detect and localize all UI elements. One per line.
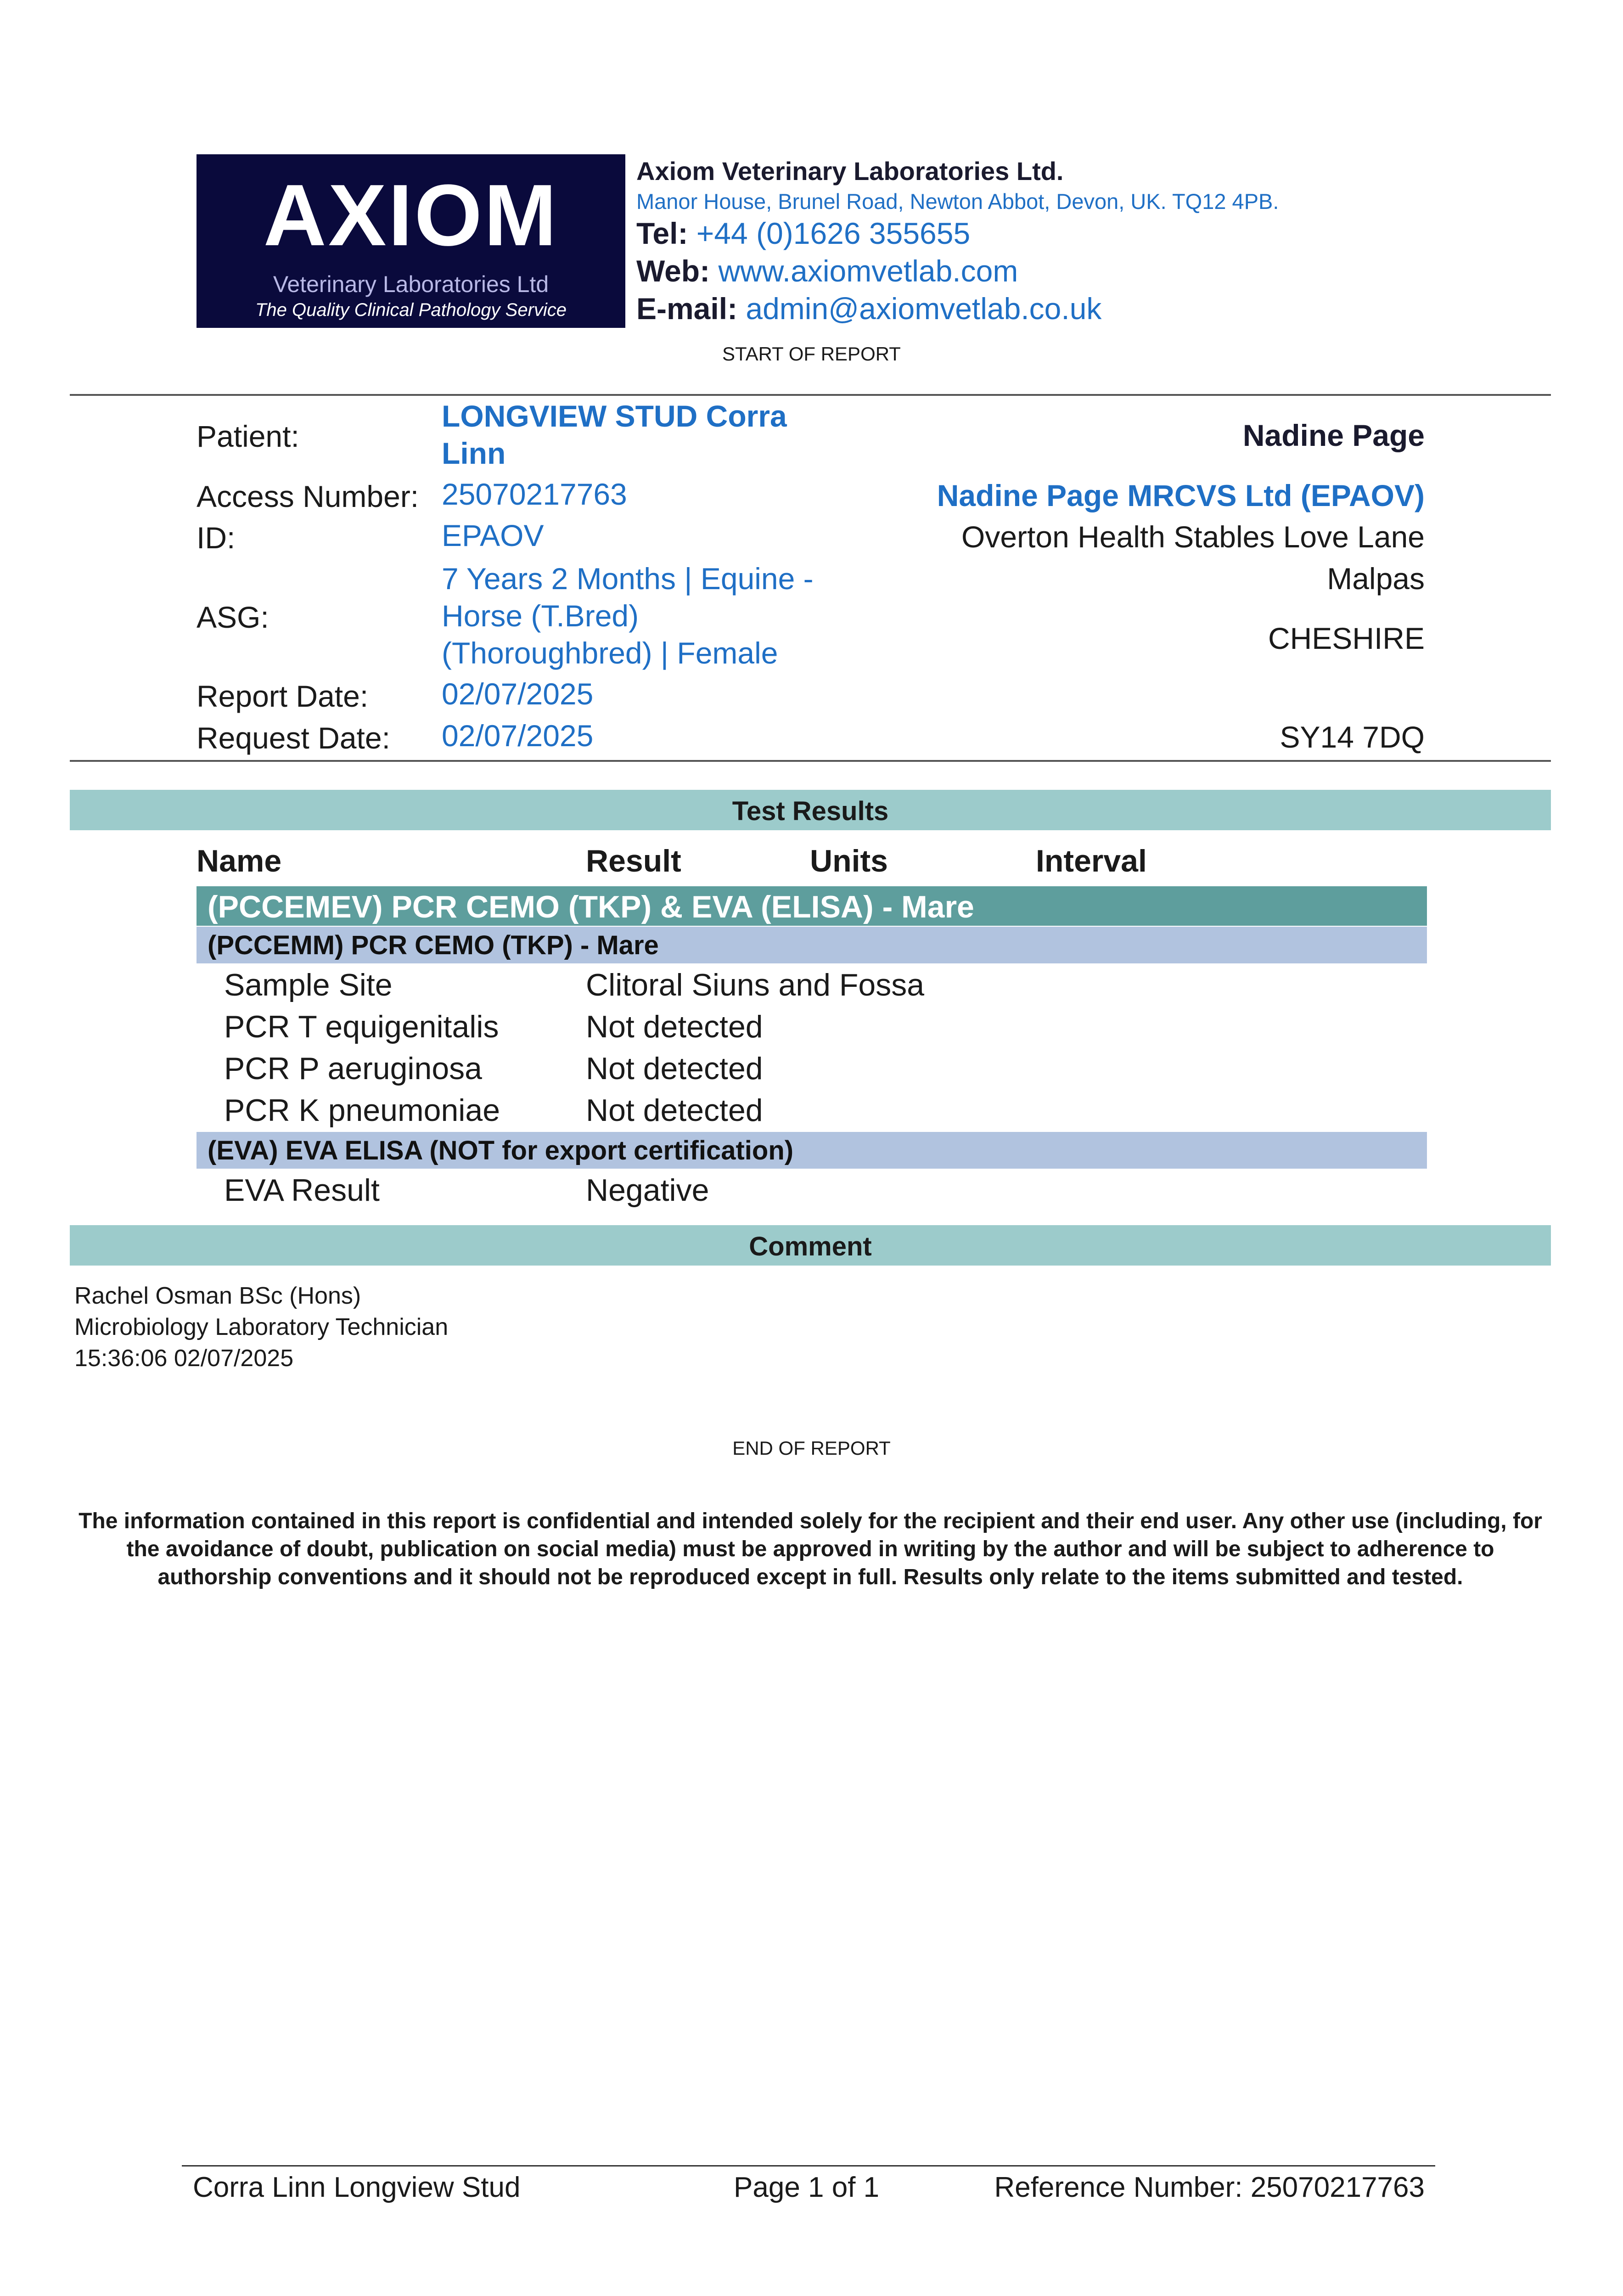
test-result-t-equigenitalis: Not detected bbox=[586, 1009, 763, 1044]
footer-divider bbox=[182, 2165, 1435, 2167]
lab-tel bbox=[636, 216, 970, 251]
patient-name-line2: Linn bbox=[442, 436, 506, 470]
asg-line3: (Thoroughbred) | Female bbox=[442, 636, 778, 670]
vet-address-line1: Overton Health Stables Love Lane bbox=[961, 520, 1425, 554]
test-result-k-pneumoniae: Not detected bbox=[586, 1093, 763, 1128]
web-link[interactable]: www.axiomvetlab.com bbox=[718, 254, 1018, 288]
vet-name: Nadine Page bbox=[1242, 418, 1425, 452]
company-logo bbox=[197, 154, 625, 328]
footer-reference: Reference Number: 25070217763 bbox=[994, 2172, 1425, 2203]
vet-postcode: SY14 7DQ bbox=[1280, 720, 1425, 754]
lab-web bbox=[636, 253, 1018, 288]
test-name-sample-site: Sample Site bbox=[224, 968, 393, 1002]
lab-email bbox=[636, 291, 1101, 326]
subgroup-header-eva: (EVA) EVA ELISA (NOT for export certification) bbox=[197, 1132, 1427, 1169]
vet-county: CHESHIRE bbox=[1268, 621, 1425, 655]
asg-label: ASG: bbox=[197, 600, 269, 634]
patient-name bbox=[442, 398, 787, 472]
lab-name: Axiom Veterinary Laboratories Ltd. bbox=[636, 157, 1064, 186]
tel-label: Tel: bbox=[636, 216, 688, 250]
patient-name-line1: LONGVIEW STUD Corra bbox=[442, 399, 787, 433]
web-label: Web: bbox=[636, 254, 710, 288]
footer-patient: Corra Linn Longview Stud bbox=[193, 2172, 521, 2203]
access-number-label: Access Number: bbox=[197, 479, 419, 513]
test-name-eva-result: EVA Result bbox=[224, 1173, 380, 1208]
comment-header: Comment bbox=[70, 1225, 1551, 1266]
logo-subtitle: Veterinary Laboratories Ltd bbox=[273, 271, 549, 297]
report-date-label: Report Date: bbox=[197, 679, 369, 713]
report-date: 02/07/2025 bbox=[442, 677, 594, 711]
comment-role: Microbiology Laboratory Technician bbox=[74, 1314, 449, 1340]
col-name-header: Name bbox=[197, 844, 282, 878]
confidentiality-disclaimer: The information contained in this report is confidential and intended solely for the recipient and their end user. Any other use (including, for the avoidance of doubt, publication on social media) must be approved in writing by the author and will be subject to adherence to authorship conventions and it should not be reproduced except in full. Results only relate to the items submitted and tested. bbox=[79, 1509, 1542, 1589]
asg-line2: Horse (T.Bred) bbox=[442, 599, 639, 633]
start-of-report: START OF REPORT bbox=[722, 343, 901, 365]
patient-label: Patient: bbox=[197, 419, 299, 453]
subgroup-header-pccemm: (PCCEMM) PCR CEMO (TKP) - Mare bbox=[197, 927, 1427, 963]
col-result-header: Result bbox=[586, 844, 681, 878]
test-result-p-aeruginosa: Not detected bbox=[586, 1051, 763, 1086]
logo-title: AXIOM bbox=[263, 167, 559, 264]
end-of-report: END OF REPORT bbox=[732, 1437, 891, 1459]
test-result-eva-result: Negative bbox=[586, 1173, 709, 1208]
asg-line1: 7 Years 2 Months | Equine - bbox=[442, 562, 814, 596]
tel-value[interactable]: +44 (0)1626 355655 bbox=[696, 216, 971, 250]
test-results-header: Test Results bbox=[70, 790, 1551, 830]
asg-value bbox=[442, 560, 814, 672]
col-units-header: Units bbox=[810, 844, 888, 878]
col-interval-header: Interval bbox=[1036, 844, 1147, 878]
lab-address: Manor House, Brunel Road, Newton Abbot, Devon, UK. TQ12 4PB. bbox=[636, 189, 1279, 214]
access-number: 25070217763 bbox=[442, 477, 627, 511]
id-label: ID: bbox=[197, 521, 236, 555]
test-name-p-aeruginosa: PCR P aeruginosa bbox=[224, 1051, 482, 1086]
test-name-k-pneumoniae: PCR K pneumoniae bbox=[224, 1093, 500, 1128]
test-name-t-equigenitalis: PCR T equigenitalis bbox=[224, 1009, 499, 1044]
logo-tagline: The Quality Clinical Pathology Service bbox=[255, 300, 567, 320]
header-divider bbox=[70, 394, 1551, 396]
request-date-label: Request Date: bbox=[197, 721, 390, 755]
request-date: 02/07/2025 bbox=[442, 719, 594, 753]
vet-address-line2: Malpas bbox=[1327, 562, 1425, 596]
comment-timestamp: 15:36:06 02/07/2025 bbox=[74, 1345, 294, 1372]
patient-divider bbox=[70, 760, 1551, 762]
email-link[interactable]: admin@axiomvetlab.co.uk bbox=[746, 292, 1102, 326]
test-group-header: (PCCEMEV) PCR CEMO (TKP) & EVA (ELISA) - Mare bbox=[197, 886, 1427, 926]
patient-id: EPAOV bbox=[442, 518, 544, 552]
email-label: E-mail: bbox=[636, 292, 738, 326]
vet-practice: Nadine Page MRCVS Ltd (EPAOV) bbox=[937, 478, 1425, 512]
comment-author: Rachel Osman BSc (Hons) bbox=[74, 1283, 361, 1309]
footer-page-number: Page 1 of 1 bbox=[734, 2172, 880, 2203]
test-result-sample-site: Clitoral Siuns and Fossa bbox=[586, 968, 925, 1002]
